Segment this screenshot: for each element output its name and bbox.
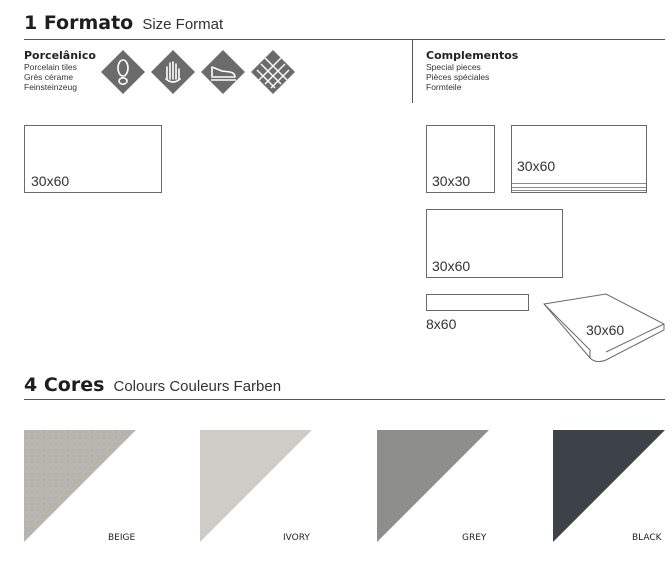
piece-30x30 xyxy=(426,125,495,193)
complements-title: Complementos xyxy=(426,49,519,62)
format-section-title xyxy=(24,12,223,34)
piece-skirting-8x60-label: 8x60 xyxy=(426,316,457,332)
porcelain-line-en: Porcelain tiles xyxy=(24,62,77,72)
piece-30x60-label: 30x60 xyxy=(432,258,471,274)
shoe-icon xyxy=(200,49,246,95)
format-subtitle: Size Format xyxy=(142,16,224,33)
colours-divider xyxy=(24,399,665,400)
complements-info xyxy=(426,49,518,92)
hand-icon xyxy=(150,49,196,95)
format-divider xyxy=(24,39,665,40)
step-groove-line xyxy=(512,187,646,188)
swatch-grey xyxy=(377,430,489,542)
swatch-beige xyxy=(24,430,136,542)
step-groove-line xyxy=(512,190,646,191)
porcelain-title: Porcelânico xyxy=(24,49,96,62)
colour-label-black: BLACK xyxy=(632,533,662,543)
vertical-divider xyxy=(412,40,413,103)
colour-label-grey: GREY xyxy=(462,533,487,543)
colour-label-ivory: IVORY xyxy=(283,533,310,543)
piece-bullnose-label: 30x60 xyxy=(586,322,625,338)
colours-section-title xyxy=(24,374,281,396)
complements-line-fr: Pièces spéciales xyxy=(426,72,490,82)
porcelain-line-de: Feinsteinzeug xyxy=(24,82,77,92)
porcelain-line-fr: Grès cérame xyxy=(24,72,74,82)
complements-line-en: Special pieces xyxy=(426,62,481,72)
piece-step-30x60-label: 30x60 xyxy=(517,158,556,174)
colours-subtitle: Colours Couleurs Farben xyxy=(113,378,282,395)
piece-30x30-label: 30x30 xyxy=(432,173,471,189)
colours-number-title: 4 Cores xyxy=(24,374,105,396)
porcelain-info xyxy=(24,49,96,92)
piece-30x60 xyxy=(426,209,563,278)
format-number-title: 1 Formato xyxy=(24,12,134,34)
piece-bullnose-30x60 xyxy=(540,290,668,368)
swatch-black xyxy=(553,430,665,542)
colour-label-beige: BEIGE xyxy=(108,533,136,543)
step-groove-line xyxy=(512,183,646,184)
mosaic-grid-icon xyxy=(250,49,296,95)
tile-30x60-label: 30x60 xyxy=(31,173,70,189)
tile-30x60 xyxy=(24,125,162,193)
complements-line-de: Formteile xyxy=(426,82,462,92)
piece-skirting-8x60 xyxy=(426,294,529,311)
swatch-ivory xyxy=(200,430,312,542)
shoe-print-icon xyxy=(100,49,146,95)
piece-step-30x60 xyxy=(511,125,647,193)
